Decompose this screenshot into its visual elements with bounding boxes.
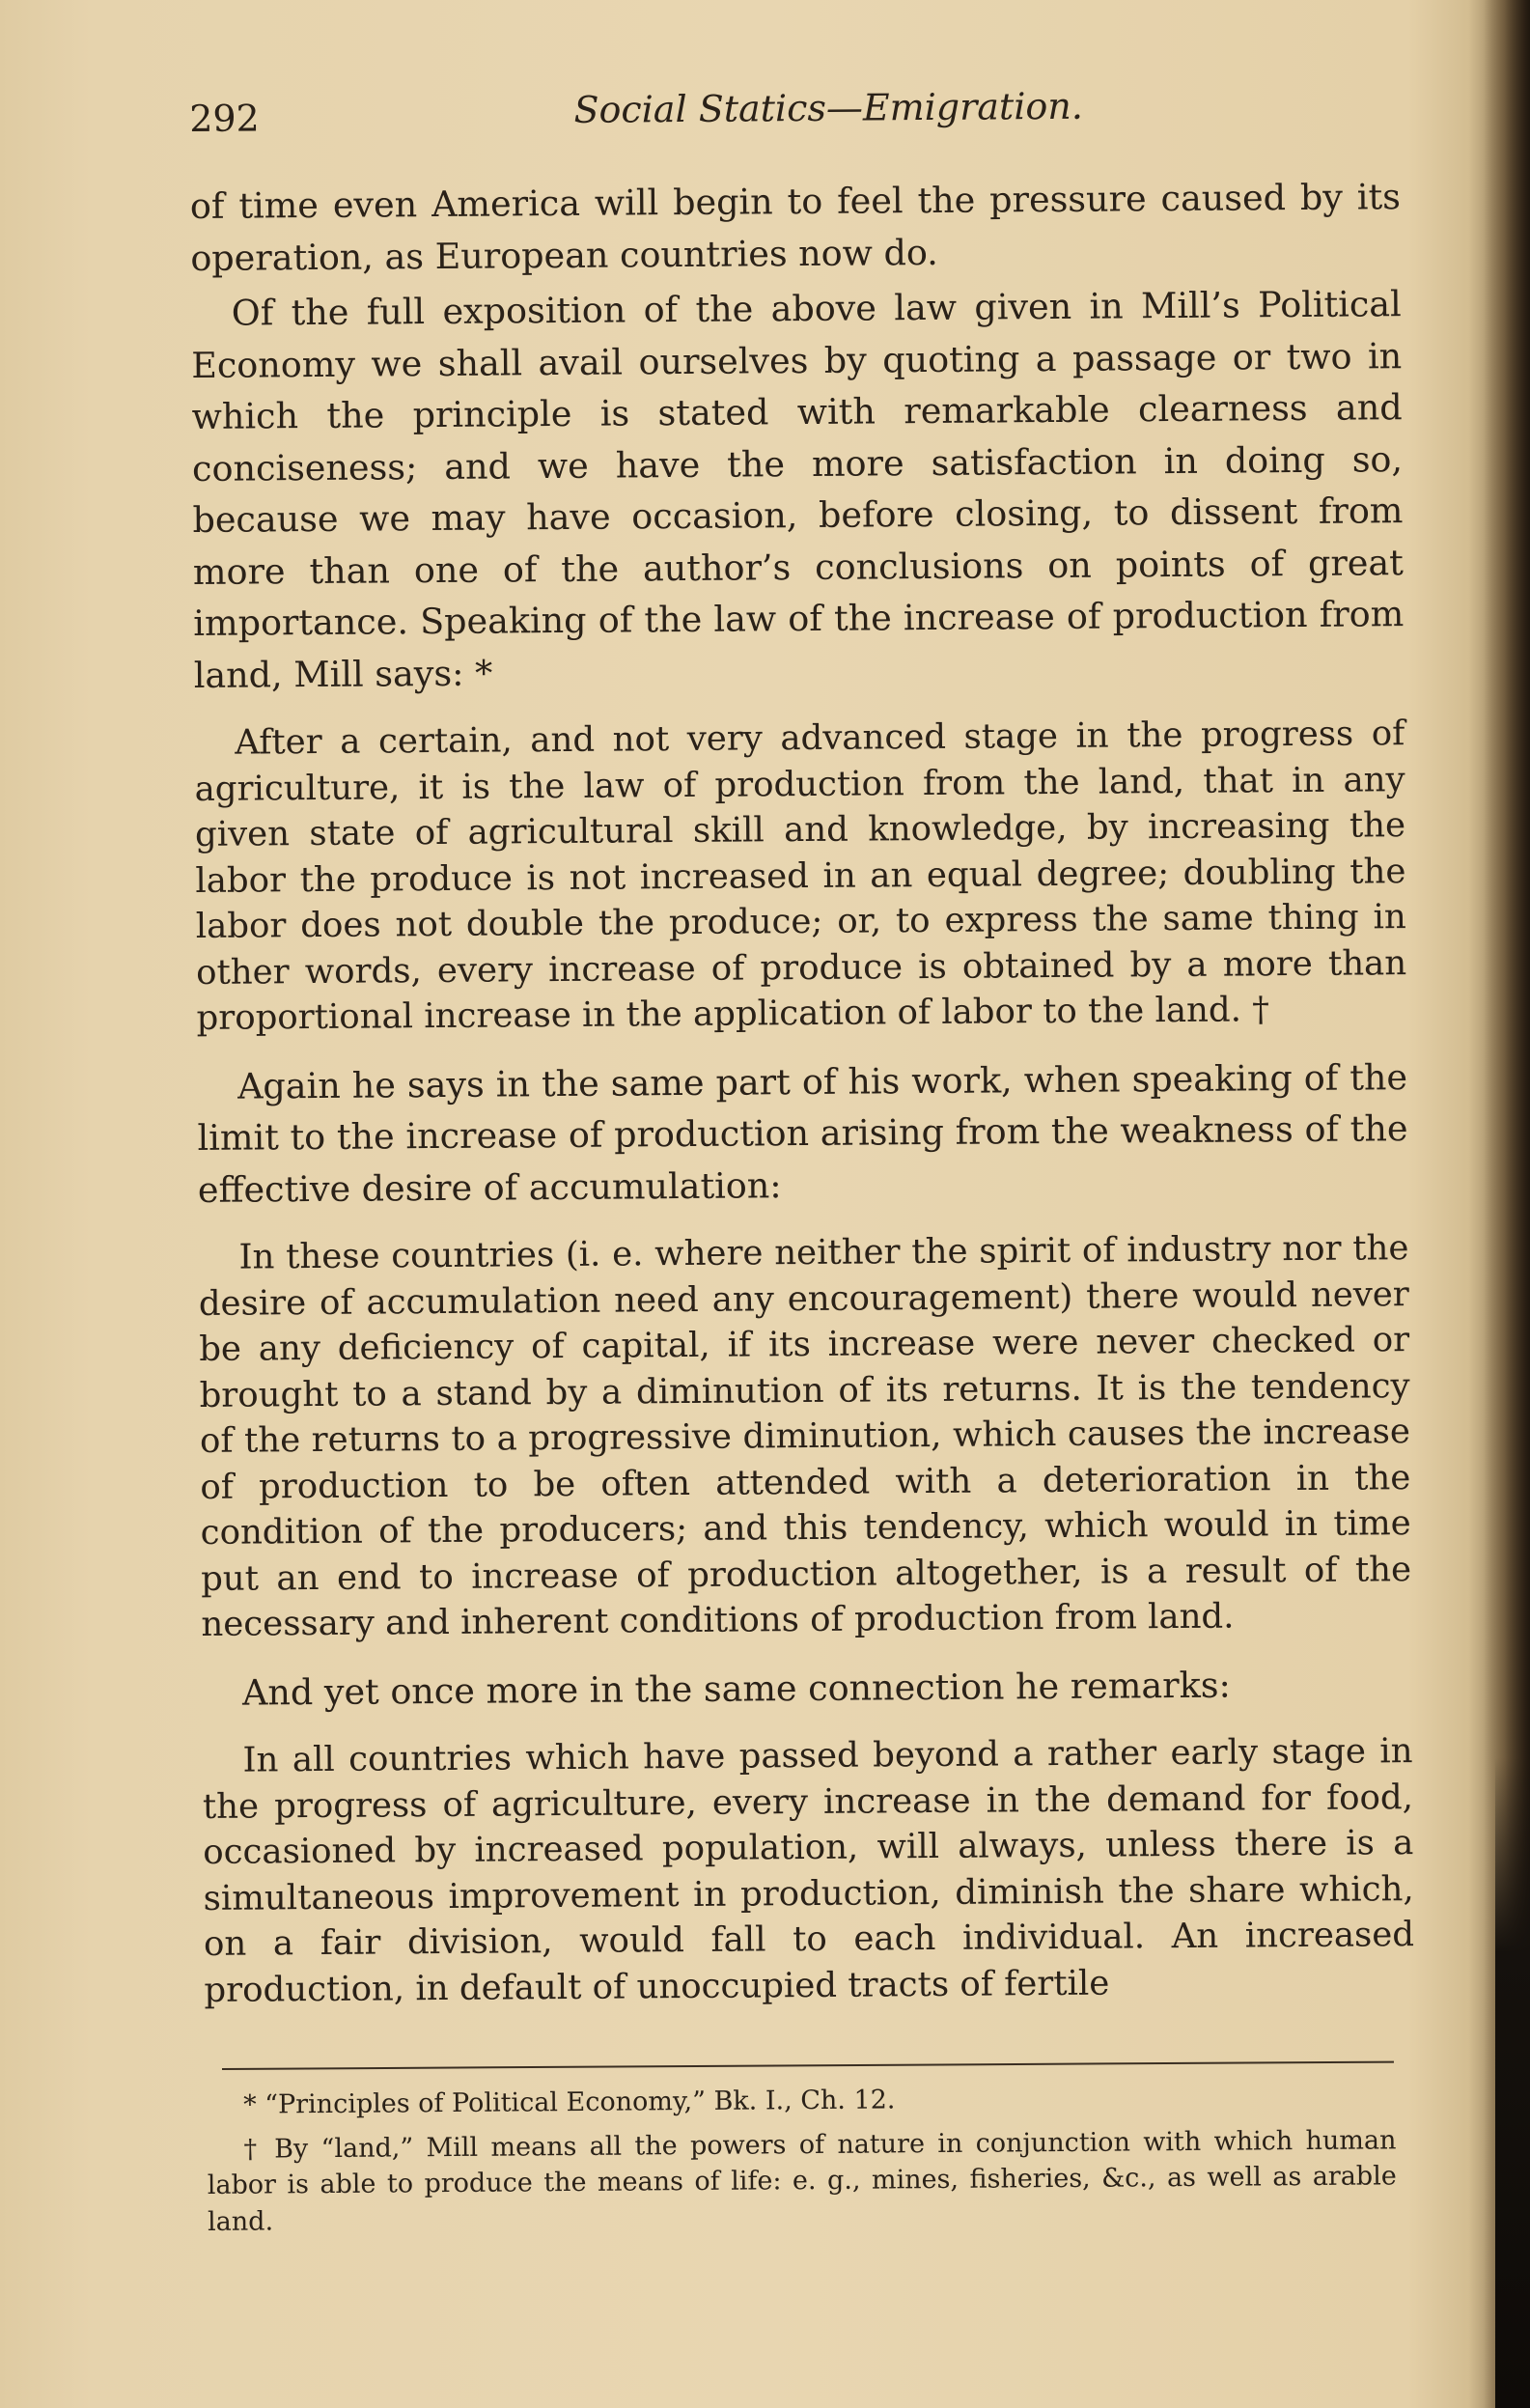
footnote-divider xyxy=(222,2061,1394,2070)
footnote-dagger: † By “land,” Mill means all the powers of nature in conjunction with which human labor is able to produce the means of life: e. g., mines, fisheries, &c., as well as arable land. xyxy=(207,2124,1397,2237)
block-quote-deficiency-of-capital: In these countries (i. e. where neither the spirit of industry nor the desire of accumulation need any encouragement) there would never be any deficiency of capital, if its increase were never checked or brought to a stand by a diminution of its returns. It is the tendency of the returns to a progressive diminution, which causes the increase of production to be often attended with a deterioration in the condition of the producers; and this tendency, which would in time put an end to increase of production altogether, is a result of the necessary and inherent conditions of production from land. xyxy=(198,1228,1412,1644)
page-number: 292 xyxy=(189,97,260,140)
footnotes xyxy=(207,2078,1397,2240)
block-quote-demand-for-food: In all countries which have passed beyond a rather early stage in the progress of agriculture, every increase in the demand for food, occasioned by increased population, will always, unless there is a simultaneous improvement in production, diminish the share which, on a fair division, would fall to each individual. An increased production, in default of unoccupied tracts of fertile xyxy=(202,1731,1415,2010)
page-content xyxy=(189,82,1415,2032)
footnote-asterisk: * “Principles of Political Economy,” Bk. I., Ch. 12. xyxy=(243,2085,896,2120)
paragraph-mill-exposition: Of the full exposition of the above law given in Mill’s Political Economy we shall avail ourselves by quoting a passage or two in which the principle is stated with remarkable clearness and conciseness; and we have the more satisfaction in doing so, because we may have occasion, before closing, to dissent from more than one of the author’s conclusions on points of great importance. Speaking of the law of the increase of production from land, Mill says: * xyxy=(191,283,1405,696)
block-quote-law-of-production: After a certain, and not very advanced stage in the progress of agriculture, it is the law of production from the land, that in any given state of agricultural skill and knowledge, by increasing the labor the produce is not increased in an equal degree; doubling the labor does not double the produce; or, to express the same thing in other words, every increase of produce is obtained by a more than proportional increase in the application of labor to the land. † xyxy=(194,714,1407,1038)
binding-edge xyxy=(1495,1757,1530,2408)
body-text xyxy=(190,171,1415,2013)
paragraph-continuation: of time even America will begin to feel the pressure caused by its operation, as European countries now do. xyxy=(189,176,1402,279)
paragraph-once-more: And yet once more in the same connection he remarks: xyxy=(241,1664,1231,1714)
paragraph-again-he-says: Again he says in the same part of his work, when speaking of the limit to the increase of production arising from the weakness of the effective desire of accumulation: xyxy=(197,1055,1408,1211)
running-head: Social Statics—Emigration. xyxy=(573,84,1083,131)
page-header xyxy=(189,82,1400,150)
